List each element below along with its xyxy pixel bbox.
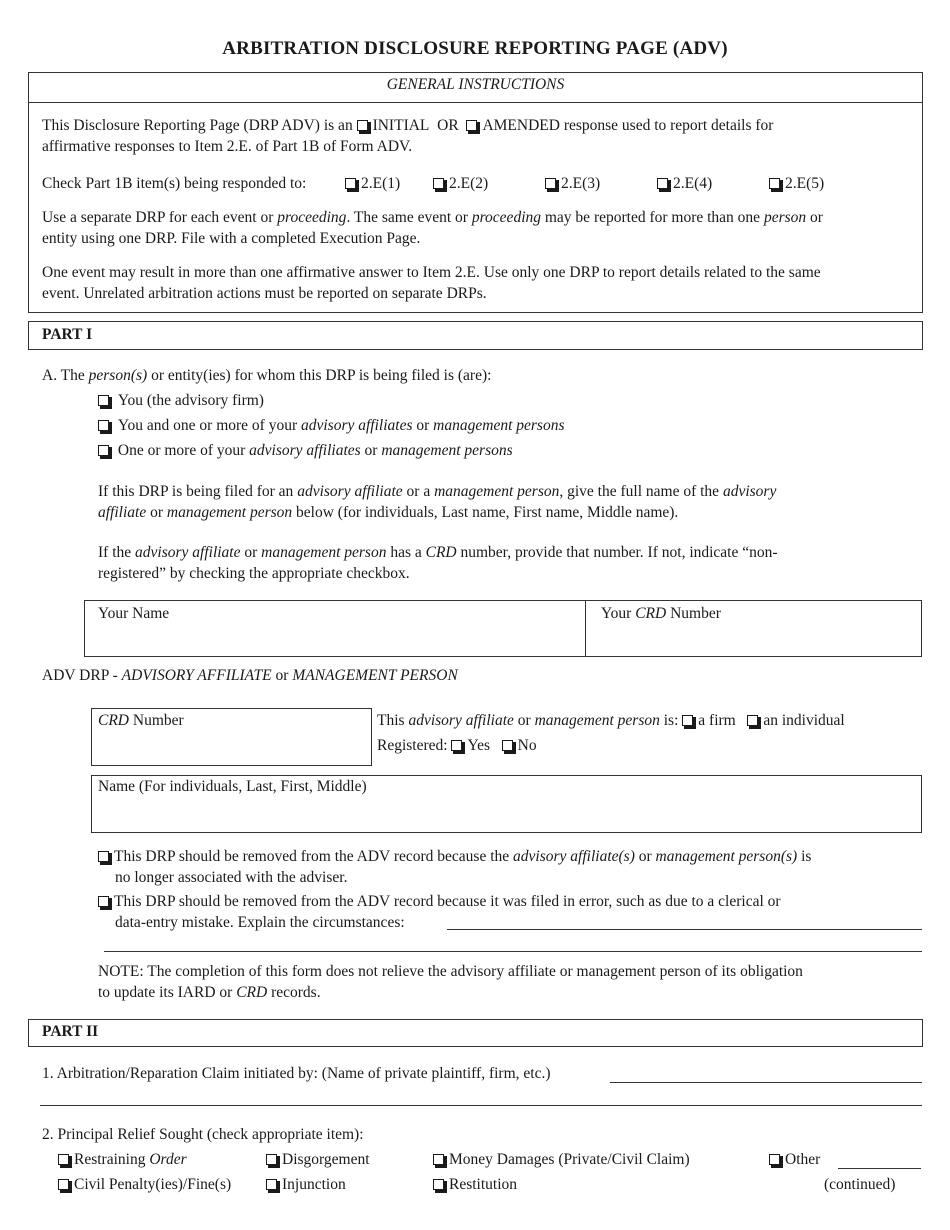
firm-checkbox[interactable] — [682, 715, 693, 726]
or-label: OR — [437, 117, 459, 134]
general-instructions-heading: GENERAL INSTRUCTIONS — [386, 76, 565, 93]
remove-error-checkbox[interactable] — [98, 896, 109, 907]
relief-other[interactable]: Other — [769, 1149, 820, 1170]
separate-drp-paragraph: Use a separate DRP for each event or proceeding. The same event or proceeding may be reported for more than one person or entity using one DRP. File with a completed Execution Page. — [42, 209, 823, 247]
question-2: 2. Principal Relief Sought (check appropriate item): — [42, 1126, 364, 1143]
check-items-label: Check Part 1B item(s) being responded to: — [42, 175, 307, 192]
restraining-order-checkbox[interactable] — [58, 1154, 69, 1165]
relief-civil-penalty[interactable]: Civil Penalty(ies)/Fine(s) — [58, 1174, 231, 1195]
civil-penalty-checkbox[interactable] — [58, 1179, 69, 1190]
disgorgement-checkbox[interactable] — [266, 1154, 277, 1165]
your-name-field[interactable]: Your Name — [98, 605, 170, 622]
individual-label: an individual — [763, 712, 845, 729]
item-label: 2.E(5) — [785, 175, 825, 192]
restitution-checkbox[interactable] — [433, 1179, 444, 1190]
full-name-instructions: If this DRP is being filed for an advisory affiliate or a management person, give the full name of the advisory affiliate or management person below (for individuals, Last name, First name, Middle name). — [98, 483, 777, 521]
note-paragraph: NOTE: The completion of this form does not relieve the advisory affiliate or management person of its obligation to update its IARD or CRD records. — [98, 963, 803, 1001]
item-2e5[interactable] — [769, 173, 824, 194]
your-name-crd-box — [84, 600, 922, 657]
option-affiliates-only[interactable]: One or more of your advisory affiliates or management persons — [98, 440, 513, 461]
item-2e4[interactable] — [657, 173, 712, 194]
other-input[interactable] — [838, 1168, 921, 1169]
part1-heading: PART I — [42, 326, 93, 343]
part2-header-box — [28, 1019, 923, 1047]
initial-checkbox[interactable] — [357, 120, 368, 131]
item-label: 2.E(4) — [673, 175, 713, 192]
continued-label: (continued) — [824, 1176, 896, 1193]
initial-label: INITIAL — [372, 117, 430, 134]
amended-checkbox[interactable] — [466, 120, 477, 131]
adv-drp-subheading: ADV DRP - ADVISORY AFFILIATE or MANAGEMENT PERSON — [42, 667, 458, 684]
intro-text: This Disclosure Reporting Page (DRP ADV) is an — [42, 117, 353, 134]
item-checkbox[interactable] — [433, 178, 444, 189]
claim-initiated-by-input[interactable] — [610, 1082, 922, 1083]
remove-associated-checkbox[interactable] — [98, 851, 109, 862]
affiliates-only-checkbox[interactable] — [98, 445, 109, 456]
relief-money-damages[interactable]: Money Damages (Private/Civil Claim) — [433, 1149, 690, 1170]
remove-no-longer-associated[interactable]: This DRP should be removed from the ADV record because the advisory affiliate(s) or management person(s) is no longer associated with the adviser. — [98, 846, 918, 888]
intro-text-line2: affirmative responses to Item 2.E. of Part 1B of Form ADV. — [42, 138, 413, 155]
item-label: 2.E(3) — [561, 175, 601, 192]
divider — [585, 600, 586, 657]
item-2e3[interactable] — [545, 173, 600, 194]
affiliate-type-row: This advisory affiliate or management person is: a firm an individual — [377, 712, 845, 729]
injunction-checkbox[interactable] — [266, 1179, 277, 1190]
item-checkbox[interactable] — [345, 178, 356, 189]
page-title: ARBITRATION DISCLOSURE REPORTING PAGE (ADV) — [222, 38, 728, 59]
claim-initiated-by-input-line2[interactable] — [40, 1105, 922, 1106]
relief-injunction[interactable]: Injunction — [266, 1174, 346, 1195]
explain-circumstances-input[interactable] — [447, 929, 922, 930]
part1-header-box — [28, 321, 923, 350]
option-advisory-firm[interactable]: You (the advisory firm) — [98, 390, 264, 411]
question-1: 1. Arbitration/Reparation Claim initiated by: (Name of private plaintiff, firm, etc.) — [42, 1065, 551, 1082]
relief-restitution[interactable]: Restitution — [433, 1174, 517, 1195]
relief-disgorgement[interactable]: Disgorgement — [266, 1149, 370, 1170]
crd-number-field[interactable]: CRD Number — [98, 712, 184, 729]
one-event-paragraph: One event may result in more than one affirmative answer to Item 2.E. Use only one DRP to report details related to the same event. Unrelated arbitration actions must be reported on separate DRPs. — [42, 264, 821, 302]
part1-question-a: A. The person(s) or entity(ies) for whom this DRP is being filed is (are): — [42, 367, 492, 384]
other-checkbox[interactable] — [769, 1154, 780, 1165]
registered-no-checkbox[interactable] — [502, 740, 513, 751]
item-label: 2.E(2) — [449, 175, 489, 192]
divider — [28, 102, 923, 103]
firm-label: a firm — [698, 712, 736, 729]
item-2e1[interactable] — [345, 173, 400, 194]
crd-instructions: If the advisory affiliate or management person has a CRD number, provide that number. If not, indicate “non- registered” by checking the appropriate checkbox. — [98, 544, 778, 582]
item-checkbox[interactable] — [657, 178, 668, 189]
your-crd-field[interactable]: Your CRD Number — [601, 605, 721, 622]
individual-checkbox[interactable] — [747, 715, 758, 726]
intro-paragraph — [42, 115, 917, 157]
intro-text-post: response used to report details for — [563, 117, 774, 134]
registered-yes-checkbox[interactable] — [451, 740, 462, 751]
item-checkbox[interactable] — [545, 178, 556, 189]
relief-restraining-order[interactable]: Restraining Order — [58, 1149, 187, 1170]
name-field[interactable]: Name (For individuals, Last, First, Middle) — [98, 778, 367, 795]
explain-circumstances-input-line2[interactable] — [104, 951, 922, 952]
remove-filed-in-error[interactable]: This DRP should be removed from the ADV record because it was filed in error, such as due to a clerical or data-entry mistake. Explain the circumstances: — [98, 891, 918, 933]
money-damages-checkbox[interactable] — [433, 1154, 444, 1165]
registered-row: Registered: Yes No — [377, 737, 537, 754]
advisory-firm-checkbox[interactable] — [98, 395, 109, 406]
amended-label: AMENDED — [482, 117, 560, 134]
item-checkbox[interactable] — [769, 178, 780, 189]
item-label: 2.E(1) — [361, 175, 401, 192]
item-2e2[interactable] — [433, 173, 488, 194]
part2-heading: PART II — [42, 1023, 99, 1040]
option-you-and-affiliates[interactable]: You and one or more of your advisory affiliates or management persons — [98, 415, 564, 436]
you-and-affiliates-checkbox[interactable] — [98, 420, 109, 431]
